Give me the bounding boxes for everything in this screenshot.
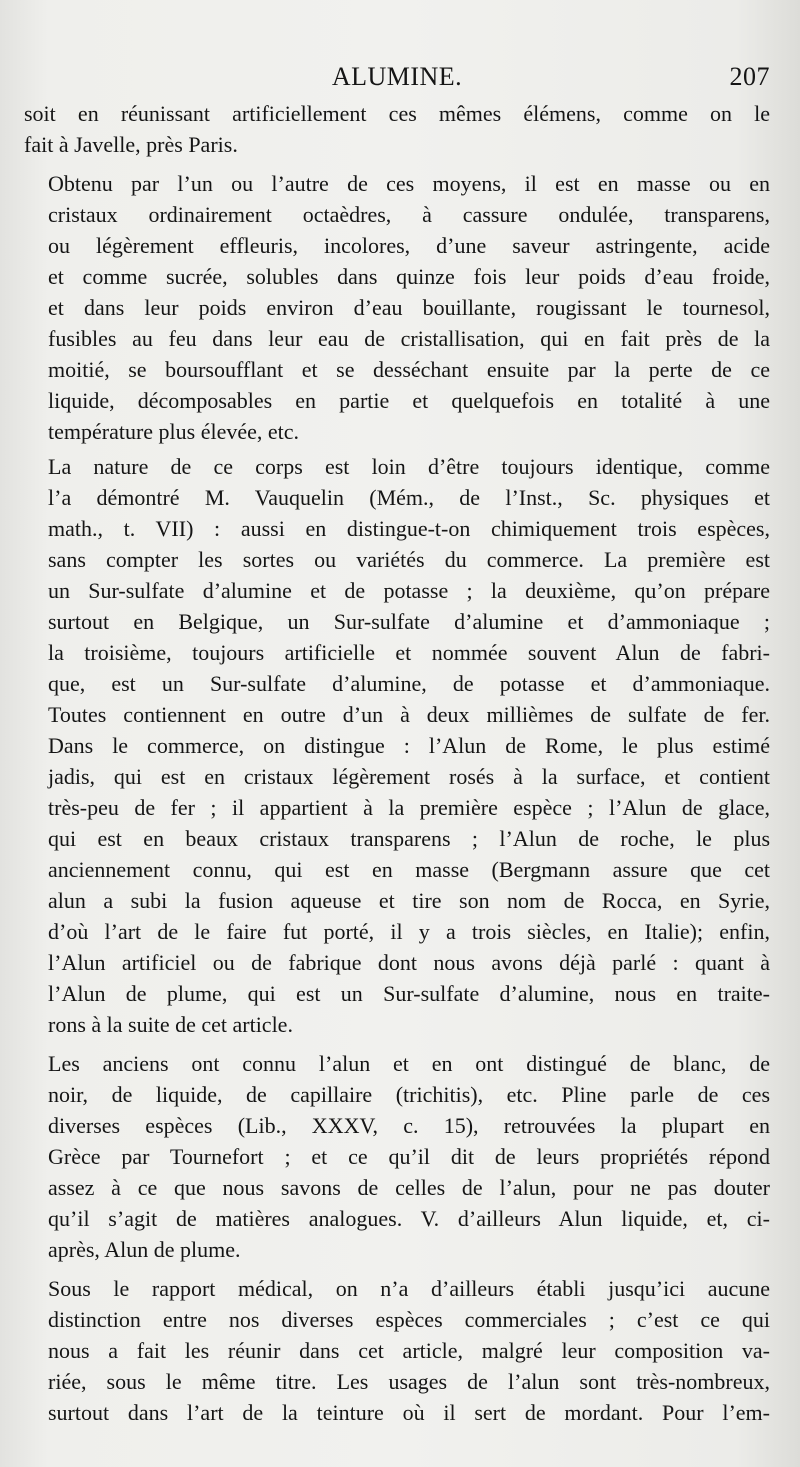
text-line: Grèce par Tournefort ; et ce qu’il dit de leurs propriétés répond [48,1144,770,1169]
text-line: distinction entre nos diverses espèces commerciales ; c’est ce qui [48,1307,770,1332]
text-line: math., t. VII) : aussi en distingue-t-on chimiquement trois espèces, [48,516,770,541]
text-line: qui est en beaux cristaux transparens ; l’Alun de roche, le plus [48,826,770,851]
running-title: ALUMINE. [331,62,463,91]
text-line: température plus élevée, etc. [48,419,300,444]
text-line: surtout dans l’art de la teinture où il sert de mordant. Pour l’em- [48,1400,770,1425]
text-line: Toutes contiennent en outre d’un à deux millièmes de sulfate de fer. [48,702,770,727]
text-line: assez à ce que nous savons de celles de l’alun, pour ne pas douter [48,1175,770,1200]
text-line: un Sur-sulfate d’alumine et de potasse ; la deuxième, qu’on prépare [48,578,770,603]
text-line: Sous le rapport médical, on n’a d’ailleurs établi jusqu’ici aucune [48,1276,770,1301]
text-line: moitié, se boursoufflant et se desséchant ensuite par la perte de ce [48,357,770,382]
text-line: que, est un Sur-sulfate d’alumine, de potasse et d’ammoniaque. [48,671,770,696]
text-line: après, Alun de plume. [48,1237,241,1262]
text-line: l’a démontré M. Vauquelin (Mém., de l’Inst., Sc. physiques et [48,485,770,510]
text-line: l’Alun de plume, qui est un Sur-sulfate d’alumine, nous en traite- [48,981,770,1006]
text-line: rons à la suite de cet article. [48,1012,293,1037]
text-line: riée, sous le même titre. Les usages de l’alun sont très-nombreux, [48,1369,770,1394]
text-line: et dans leur poids environ d’eau bouillante, rougissant le tournesol, [48,295,770,320]
text-line: Les anciens ont connu l’alun et en ont distingué de blanc, de [48,1051,770,1076]
text-line: nous a fait les réunir dans cet article, malgré leur composition va- [48,1338,770,1363]
text-line: liquide, décomposables en partie et quelquefois en totalité à une [48,388,770,413]
text-line: surtout en Belgique, un Sur-sulfate d’alumine et d’ammoniaque ; [48,609,770,634]
text-line: l’Alun artificiel ou de fabrique dont nous avons déjà parlé : quant à [48,950,770,975]
paragraph-4 [24,1048,770,1265]
text-line: ou légèrement effleuris, incolores, d’une saveur astringente, acide [48,233,770,258]
text-line: diverses espèces (Lib., XXXV, c. 15), retrouvées la plupart en [48,1113,770,1138]
text-line: jadis, qui est en cristaux légèrement rosés à la surface, et contient [48,764,770,789]
text-line: Obtenu par l’un ou l’autre de ces moyens, il est en masse ou en [48,171,770,196]
paragraph-1 [24,98,770,160]
page-number: 207 [729,62,770,91]
text-line: qu’il s’agit de matières analogues. V. d’ailleurs Alun liquide, et, ci- [48,1206,770,1231]
text-line: et comme sucrée, solubles dans quinze fois leur poids d’eau froide, [48,264,770,289]
text-line: soit en réunissant artificiellement ces mêmes élémens, comme on le [24,101,770,126]
text-line: anciennement connu, qui est en masse (Bergmann assure que cet [48,857,770,882]
text-line: noir, de liquide, de capillaire (trichitis), etc. Pline parle de ces [48,1082,770,1107]
paragraph-5 [24,1273,770,1428]
text-line: Dans le commerce, on distingue : l’Alun de Rome, le plus estimé [48,733,770,758]
text-line: fait à Javelle, près Paris. [24,132,238,157]
paragraph-3 [24,451,770,1040]
text-line: fusibles au feu dans leur eau de cristallisation, qui en fait près de la [48,326,770,351]
text-line: cristaux ordinairement octaèdres, à cassure ondulée, transparens, [48,202,770,227]
page-header [24,54,770,94]
text-line: sans compter les sortes ou variétés du commerce. La première est [48,547,770,572]
text-line: très-peu de fer ; il appartient à la première espèce ; l’Alun de glace, [48,795,770,820]
text-line: La nature de ce corps est loin d’être toujours identique, comme [48,454,770,479]
text-line: la troisième, toujours artificielle et nommée souvent Alun de fabri- [48,640,770,665]
text-line: alun a subi la fusion aqueuse et tire son nom de Rocca, en Syrie, [48,888,770,913]
body-text [24,98,770,1428]
paragraph-2 [24,168,770,447]
text-line: d’où l’art de le faire fut porté, il y a trois siècles, en Italie); enfin, [48,919,770,944]
